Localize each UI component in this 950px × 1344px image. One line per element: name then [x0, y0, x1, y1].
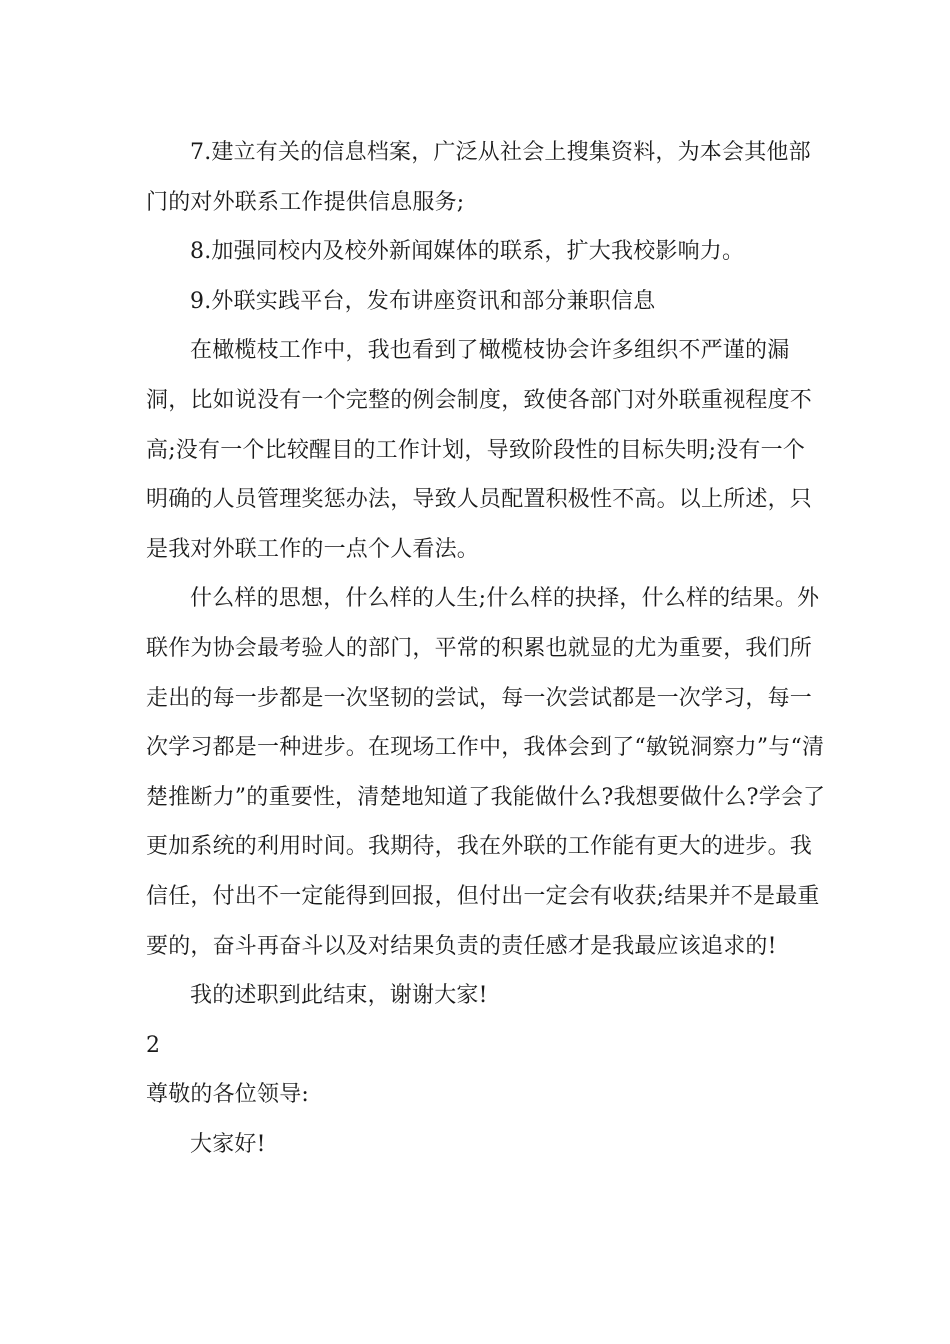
- document-body: [146, 128, 826, 1169]
- section-number: 2: [146, 1032, 161, 1058]
- greeting: 大家好!: [190, 1131, 266, 1157]
- paragraph-item-9: 9.外联实践平台，发布讲座资讯和部分兼职信息: [190, 288, 656, 314]
- salutation: 尊敬的各位领导:: [146, 1082, 310, 1108]
- paragraph-olive-branch-issues: 在橄榄枝工作中，我也看到了橄榄枝协会许多组织不严谨的漏洞，比如说没有一个完整的例会制度，致使各部门对外联重视程度不高;没有一个比较醒目的工作计划，导致阶段性的目标失明;没有一个明确的人员管理奖惩办法，导致人员配置积极性不高。以上所述，只是我对外联工作的一点个人看法。: [146, 338, 813, 562]
- paragraph-item-8: 8.加强同校内及校外新闻媒体的联系，扩大我校影响力。: [190, 239, 745, 265]
- paragraph-closing: 我的述职到此结束，谢谢大家!: [190, 983, 488, 1009]
- paragraph-reflection: 什么样的思想，什么样的人生;什么样的抉择，什么样的结果。外联作为协会最考验人的部门，平常的积累也就显的尤为重要，我们所走出的每一步都是一次坚韧的尝试，每一次尝试都是一次学习，每一次学习都是一种进步。在现场工作中，我体会到了“敏锐洞察力”与“清楚推断力”的重要性，清楚地知道了我能做什么?我想要做什么?学会了更加系统的利用时间。我期待，我在外联的工作能有更大的进步。我信任，付出不一定能得到回报，但付出一定会有收获;结果并不是最重要的，奋斗再奋斗以及对结果负责的责任感才是我最应该追求的!: [146, 586, 826, 959]
- paragraph-item-7: 7.建立有关的信息档案，广泛从社会上搜集资料，为本会其他部门的对外联系工作提供信息服务;: [146, 140, 811, 215]
